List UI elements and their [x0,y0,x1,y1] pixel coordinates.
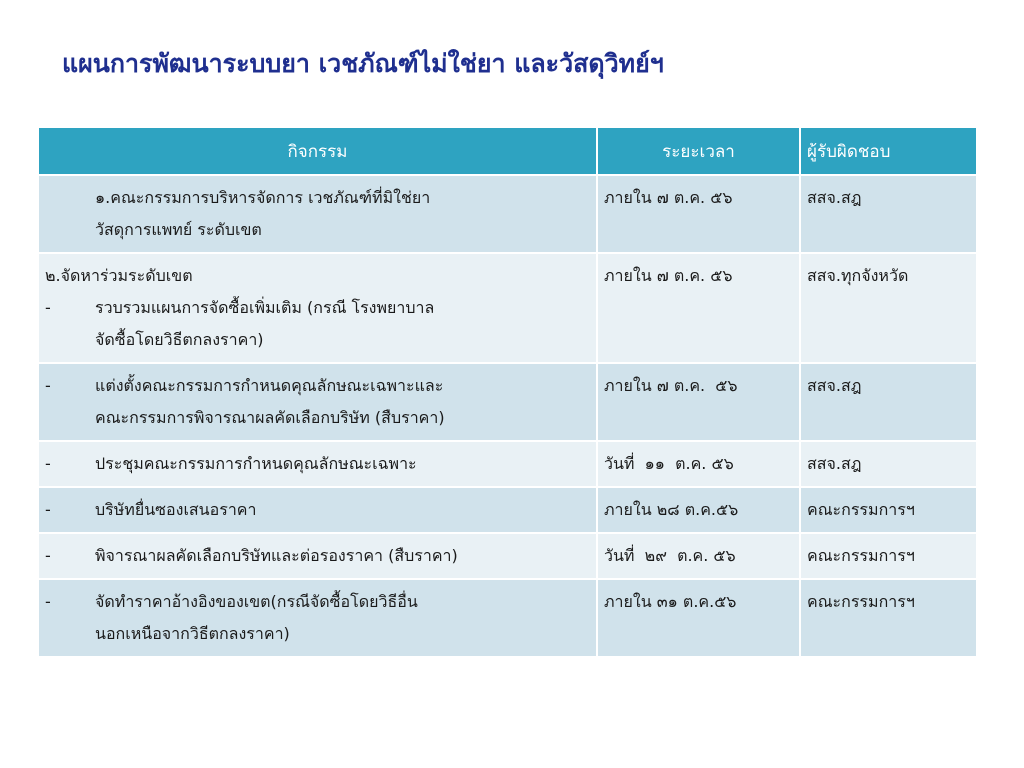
bullet-dash: - [45,592,51,611]
activity-heading: ๒.จัดหาร่วมระดับเขต [45,266,193,285]
activity-line: คณะกรรมการพิจารณาผลคัดเลือกบริษัท (สืบราคา) [95,408,445,427]
bullet-dash: - [45,298,51,317]
activity-line: วัสดุการแพทย์ ระดับเขต [95,220,262,239]
table-row [38,441,977,487]
header-responsible: ผู้รับผิดชอบ [800,127,977,175]
activity-bullet-line [45,540,590,572]
activity-line: รวบรวมแผนการจัดซื้อเพิ่มเติม (กรณี โรงพยาบาล [95,298,435,317]
plan-table [37,126,978,658]
activity-bullet-line [45,292,590,324]
activity-cell [38,579,597,657]
activity-cell [38,363,597,441]
activity-cell [38,533,597,579]
activity-bullet-line [45,586,590,618]
bullet-dash: - [45,546,51,565]
activity-cell [38,253,597,363]
activity-bullet-line [45,370,590,402]
activity-line: ประชุมคณะกรรมการกำหนดคุณลักษณะเฉพาะ [95,454,417,473]
activity-cell [38,175,597,253]
table-row [38,175,977,253]
period-cell: ภายใน ๗ ต.ค. ๕๖ [597,253,800,363]
header-period: ระยะเวลา [597,127,800,175]
table-row [38,579,977,657]
activity-line: บริษัทยื่นซองเสนอราคา [95,500,257,519]
activity-cell [38,441,597,487]
responsible-cell: สสจ.สฎ [800,441,977,487]
activity-line: แต่งตั้งคณะกรรมการกำหนดคุณลักษณะเฉพาะและ [95,376,444,395]
period-cell: ภายใน ๗ ต.ค. ๕๖ [597,175,800,253]
bullet-dash: - [45,454,51,473]
responsible-cell: คณะกรรมการฯ [800,533,977,579]
period-cell: วันที่ ๒๙ ต.ค. ๕๖ [597,533,800,579]
table-row [38,253,977,363]
bullet-dash: - [45,500,51,519]
table-row [38,363,977,441]
period-cell: ภายใน ๓๑ ต.ค.๕๖ [597,579,800,657]
table-header-row [38,127,977,175]
period-cell: ภายใน ๗ ต.ค. ๕๖ [597,363,800,441]
activity-line: ๑.คณะกรรมการบริหารจัดการ เวชภัณฑ์ที่มิใช่ยา [95,188,431,207]
activity-line: จัดทำราคาอ้างอิงของเขต(กรณีจัดซื้อโดยวิธีอื่น [95,592,418,611]
page-title: แผนการพัฒนาระบบยา เวชภัณฑ์ไม่ใช่ยา และวัสดุวิทย์ฯ [62,49,664,78]
activity-bullet-line [45,494,590,526]
activity-line: พิจารณาผลคัดเลือกบริษัทและต่อรองราคา (สืบราคา) [95,546,458,565]
activity-line: นอกเหนือจากวิธีตกลงราคา) [95,624,290,643]
bullet-dash: - [45,376,51,395]
activity-cell [38,487,597,533]
period-cell: วันที่ ๑๑ ต.ค. ๕๖ [597,441,800,487]
responsible-cell: คณะกรรมการฯ [800,487,977,533]
table-row [38,533,977,579]
table-row [38,487,977,533]
responsible-cell: คณะกรรมการฯ [800,579,977,657]
period-cell: ภายใน ๒๘ ต.ค.๕๖ [597,487,800,533]
responsible-cell: สสจ.สฎ [800,363,977,441]
activity-line: จัดซื้อโดยวิธีตกลงราคา) [95,330,264,349]
activity-bullet-line [45,448,590,480]
responsible-cell: สสจ.ทุกจังหวัด [800,253,977,363]
responsible-cell: สสจ.สฎ [800,175,977,253]
header-activity: กิจกรรม [38,127,597,175]
